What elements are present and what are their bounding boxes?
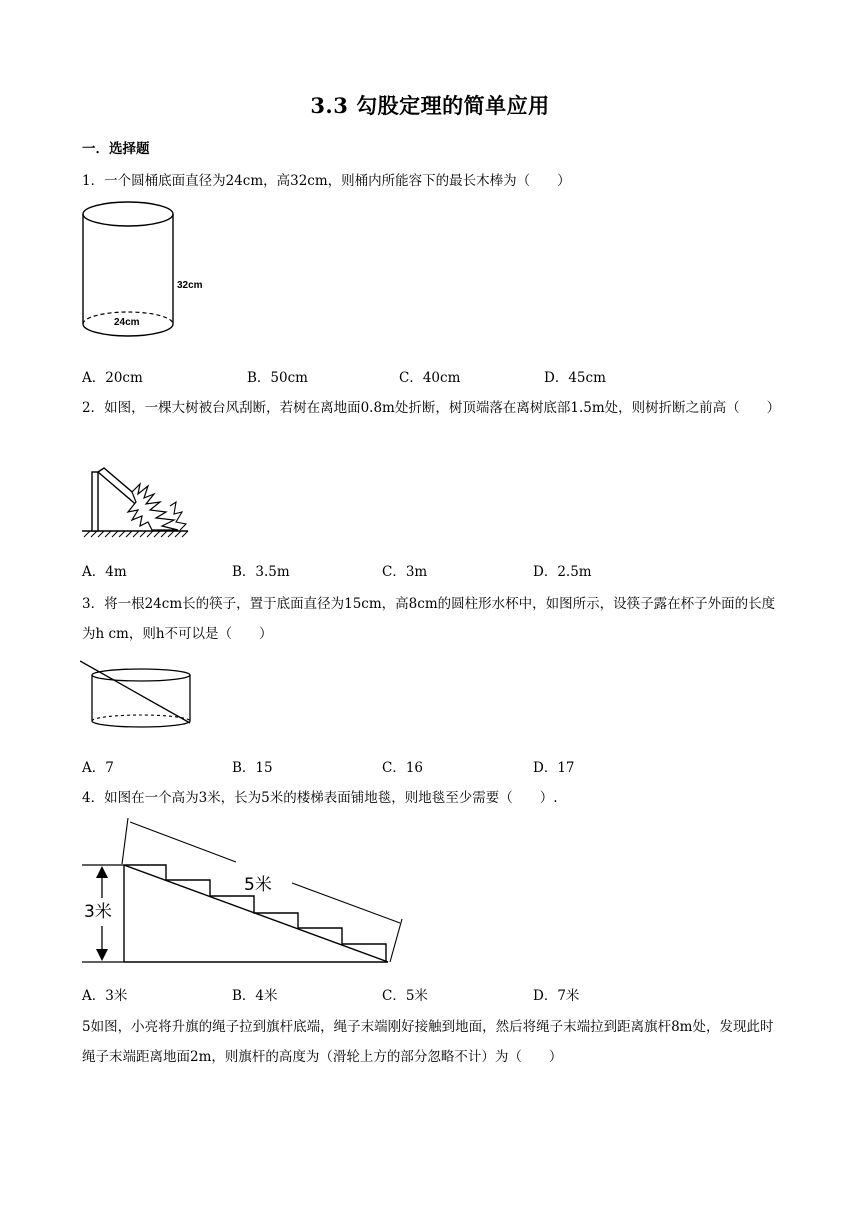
section-heading: 一．选择题 [82, 141, 150, 157]
option-d[interactable]: D．7米 [533, 988, 580, 1004]
option-d[interactable]: D．45cm [544, 370, 606, 386]
cylinder-diameter-label: 24cm [114, 317, 140, 328]
question-1-options [82, 366, 782, 386]
option-b[interactable]: B．4米 [232, 988, 278, 1004]
question-1-text: 1．一个圆桶底面直径为24cm，高32cm，则桶内所能容下的最长木棒为（ ） [82, 173, 571, 189]
question-4-options [82, 984, 782, 1004]
length-label: 5米 [244, 875, 272, 895]
cylinder-figure [80, 198, 215, 346]
option-b[interactable]: B．50cm [247, 370, 308, 386]
question-3-text: 3．将一根24cm长的筷子，置于底面直径为15cm，高8cm的圆柱形水杯中，如图所示，设筷子露在杯子外面的长度为h cm，则h不可以是（ ） [82, 596, 776, 642]
staircase-figure [80, 818, 410, 968]
question-5-text: 5如图，小亮将升旗的绳子拉到旗杆底端，绳子末端刚好接触到地面，然后将绳子末端拉到距离旗杆8m处，发现此时绳子末端距离地面2m，则旗杆的高度为（滑轮上方的部分忽略不计）为（ ） [82, 1019, 774, 1065]
option-b[interactable]: B．15 [232, 760, 273, 776]
question-2-text: 2．如图，一棵大树被台风刮断，若树在离地面0.8m处折断，树顶端落在离树底部1.5m处，则树折断之前高（ ） [82, 400, 781, 416]
option-d[interactable]: D．2.5m [533, 564, 592, 580]
option-c[interactable]: C．40cm [399, 370, 461, 386]
option-a[interactable]: A．20cm [82, 370, 143, 386]
option-a[interactable]: A．7 [82, 760, 114, 776]
option-a[interactable]: A．4m [82, 564, 127, 580]
question-2-options [82, 560, 782, 580]
option-d[interactable]: D．17 [533, 760, 575, 776]
height-label: 3米 [84, 902, 112, 922]
option-c[interactable]: C．16 [382, 760, 424, 776]
option-a[interactable]: A．3米 [82, 988, 128, 1004]
option-b[interactable]: B．3.5m [232, 564, 290, 580]
option-c[interactable]: C．5米 [382, 988, 428, 1004]
cup-chopstick-figure [80, 659, 192, 737]
question-3-options [82, 756, 782, 776]
question-4-text: 4．如图在一个高为3米，长为5米的楼梯表面铺地毯，则地毯至少需要（ ）. [82, 790, 558, 806]
broken-tree-figure [82, 462, 190, 538]
cylinder-height-label: 32cm [177, 280, 203, 291]
page-title: 3.3 勾股定理的简单应用 [310, 93, 550, 118]
option-c[interactable]: C．3m [382, 564, 428, 580]
